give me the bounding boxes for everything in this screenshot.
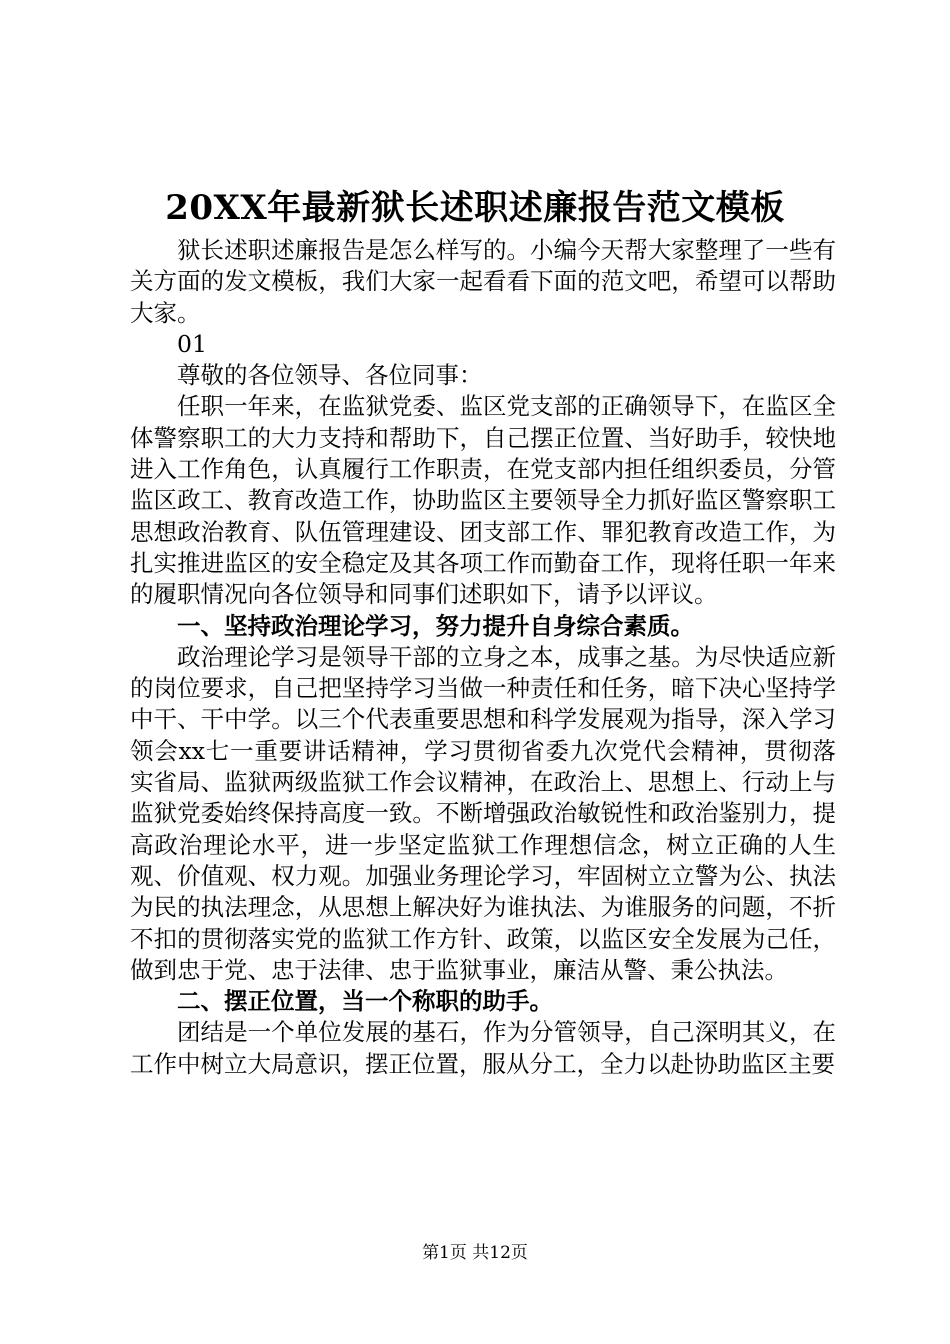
salutation: 尊敬的各位领导、各位同事：: [177, 361, 483, 390]
body-paragraph-3: 团结是一个单位发展的基石，作为分管领导，自己深明其义，在工作中树立大局意识，摆正位置，服从分工，全力以赴协助监区主要: [130, 1018, 836, 1078]
body-paragraph-2: 政治理论学习是领导干部的立身之本，成事之基。为尽快适应新的岗位要求，自己把坚持学习当做一种责任和任务，暗下决心坚持学中干、干中学。以三个代表重要思想和科学发展观为指导，深入学习领会xx七一重要讲话精神，学习贯彻省委九次党代会精神，贯彻落实省局、监狱两级监狱工作会议精神，在政治上、思想上、行动上与监狱党委始终保持高度一致。不断增强政治敏锐性和政治鉴别力，提高政治理论水平，进一步坚定监狱工作理想信念，树立正确的人生观、价值观、权力观。加强业务理论学习，牢固树立立警为公、执法为民的执法理念，从思想上解决好为谁执法、为谁服务的问题，不折不扣的贯彻落实党的监狱工作方针、政策，以监区安全发展为己任，做到忠于党、忠于法律、忠于监狱事业，廉洁从警、秉公执法。: [130, 642, 836, 984]
document-title: 20XX年最新狱长述职述廉报告范文模板: [165, 188, 785, 228]
intro-paragraph: 狱长述职述廉报告是怎么样写的。小编今天帮大家整理了一些有关方面的发文模板，我们大家一起看看下面的范文吧，希望可以帮助大家。: [130, 236, 836, 327]
section-heading-1: 一、坚持政治理论学习，努力提升自身综合素质。: [177, 611, 694, 640]
section-heading-2: 二、摆正位置，当一个称职的助手。: [177, 987, 553, 1016]
page-number-footer: 第1页 共12页: [422, 1243, 528, 1263]
document-body: [130, 235, 836, 1080]
section-number: 01: [177, 329, 207, 358]
body-paragraph-1: 任职一年来，在监狱党委、监区党支部的正确领导下，在监区全体警察职工的大力支持和帮助下，自己摆正位置、当好助手，较快地进入工作角色，认真履行工作职责，在党支部内担任组织委员，分管监区政工、教育改造工作，协助监区主要领导全力抓好监区警察职工思想政治教育、队伍管理建设、团支部工作、罪犯教育改造工作，为扎实推进监区的安全稳定及其各项工作而勤奋工作，现将任职一年来的履职情况向各位领导和同事们述职如下，请予以评议。: [130, 392, 836, 609]
